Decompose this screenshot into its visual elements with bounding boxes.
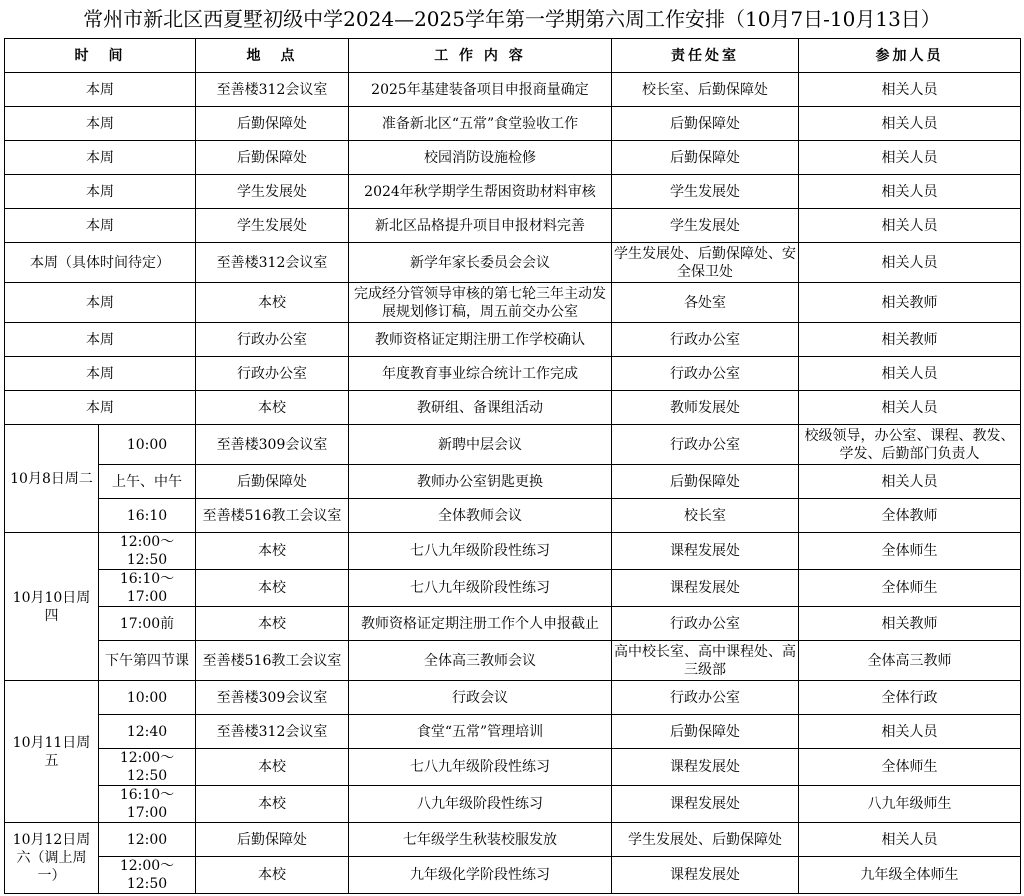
cell-content: 食堂“五常”管理培训 xyxy=(349,715,612,749)
cell-content: 七年级学生秋装校服发放 xyxy=(349,823,612,857)
page-title: 常州市新北区西夏墅初级中学2024—2025学年第一学期第六周工作安排（10月7日-10月13日） xyxy=(83,7,941,31)
cell-dept: 教师发展处 xyxy=(612,391,799,425)
cell-dept: 学生发展处、后勤保障处 xyxy=(612,823,799,857)
table-row xyxy=(5,857,1021,894)
cell-content: 新聘中层会议 xyxy=(349,425,612,465)
table-row xyxy=(5,570,1021,607)
cell-people: 全体高三教师 xyxy=(799,641,1021,681)
table-row xyxy=(5,425,1021,465)
table-row xyxy=(5,141,1021,175)
cell-content: 新学年家长委员会会议 xyxy=(349,243,612,283)
cell-place: 本校 xyxy=(196,391,349,425)
cell-dept: 校长室、后勤保障处 xyxy=(612,73,799,107)
cell-dept: 校长室 xyxy=(612,499,799,533)
table-row xyxy=(5,533,1021,570)
cell-content: 新北区品格提升项目申报材料完善 xyxy=(349,209,612,243)
cell-day: 10月10日周四 xyxy=(5,533,99,681)
cell-content: 年度教育事业综合统计工作完成 xyxy=(349,357,612,391)
table-row xyxy=(5,607,1021,641)
cell-time: 上午、中午 xyxy=(99,465,196,499)
cell-place: 本校 xyxy=(196,749,349,786)
cell-place: 本校 xyxy=(196,570,349,607)
cell-time: 本周 xyxy=(5,323,196,357)
table-row xyxy=(5,107,1021,141)
cell-people: 相关人员 xyxy=(799,209,1021,243)
cell-people: 九年级全体师生 xyxy=(799,857,1021,894)
cell-dept: 后勤保障处 xyxy=(612,141,799,175)
cell-dept: 后勤保障处 xyxy=(612,107,799,141)
cell-people: 相关人员 xyxy=(799,243,1021,283)
cell-time: 10:00 xyxy=(99,681,196,715)
cell-time: 本周 xyxy=(5,283,196,323)
header-time: 时 间 xyxy=(5,39,196,73)
table-row xyxy=(5,283,1021,323)
cell-day: 10月11日周五 xyxy=(5,681,99,823)
cell-people: 相关教师 xyxy=(799,607,1021,641)
cell-place: 至善楼312会议室 xyxy=(196,243,349,283)
table-row xyxy=(5,243,1021,283)
cell-place: 行政办公室 xyxy=(196,323,349,357)
cell-people: 相关人员 xyxy=(799,823,1021,857)
cell-content: 校园消防设施检修 xyxy=(349,141,612,175)
cell-time: 本周 xyxy=(5,391,196,425)
table-row xyxy=(5,681,1021,715)
table-row xyxy=(5,323,1021,357)
cell-place: 行政办公室 xyxy=(196,357,349,391)
cell-content: 七八九年级阶段性练习 xyxy=(349,749,612,786)
cell-dept: 课程发展处 xyxy=(612,570,799,607)
cell-people: 相关人员 xyxy=(799,73,1021,107)
cell-place: 后勤保障处 xyxy=(196,107,349,141)
cell-people: 全体教师 xyxy=(799,499,1021,533)
cell-dept: 行政办公室 xyxy=(612,607,799,641)
cell-people: 相关人员 xyxy=(799,175,1021,209)
cell-people: 校级领导，办公室、课程、教发、学发、后勤部门负责人 xyxy=(799,425,1021,465)
cell-content: 九年级化学阶段性练习 xyxy=(349,857,612,894)
cell-people: 相关人员 xyxy=(799,715,1021,749)
cell-people: 相关人员 xyxy=(799,357,1021,391)
cell-dept: 高中校长室、高中课程处、高三级部 xyxy=(612,641,799,681)
cell-place: 至善楼516教工会议室 xyxy=(196,499,349,533)
cell-place: 本校 xyxy=(196,857,349,894)
cell-content: 准备新北区“五常”食堂验收工作 xyxy=(349,107,612,141)
cell-place: 本校 xyxy=(196,786,349,823)
table-row xyxy=(5,749,1021,786)
table-row xyxy=(5,823,1021,857)
cell-content: 教研组、备课组活动 xyxy=(349,391,612,425)
cell-place: 至善楼312会议室 xyxy=(196,73,349,107)
cell-content: 教师资格证定期注册工作学校确认 xyxy=(349,323,612,357)
cell-time: 12:00～12:50 xyxy=(99,533,196,570)
cell-time: 本周（具体时间待定） xyxy=(5,243,196,283)
cell-time: 本周 xyxy=(5,209,196,243)
cell-time: 17:00前 xyxy=(99,607,196,641)
table-row xyxy=(5,715,1021,749)
cell-time: 本周 xyxy=(5,107,196,141)
cell-people: 相关人员 xyxy=(799,391,1021,425)
cell-content: 2025年基建装备项目申报商量确定 xyxy=(349,73,612,107)
cell-people: 相关人员 xyxy=(799,107,1021,141)
cell-place: 至善楼312会议室 xyxy=(196,715,349,749)
cell-dept: 后勤保障处 xyxy=(612,465,799,499)
cell-content: 行政会议 xyxy=(349,681,612,715)
cell-time: 本周 xyxy=(5,357,196,391)
cell-time: 12:00 xyxy=(99,823,196,857)
cell-dept: 行政办公室 xyxy=(612,357,799,391)
cell-time: 12:00～12:50 xyxy=(99,749,196,786)
cell-content: 全体教师会议 xyxy=(349,499,612,533)
table-row xyxy=(5,73,1021,107)
cell-dept: 课程发展处 xyxy=(612,533,799,570)
cell-place: 后勤保障处 xyxy=(196,141,349,175)
cell-content: 教师办公室钥匙更换 xyxy=(349,465,612,499)
cell-dept: 学生发展处 xyxy=(612,175,799,209)
cell-place: 学生发展处 xyxy=(196,175,349,209)
cell-dept: 行政办公室 xyxy=(612,681,799,715)
table-row xyxy=(5,209,1021,243)
table-row xyxy=(5,357,1021,391)
cell-people: 全体师生 xyxy=(799,533,1021,570)
cell-people: 相关教师 xyxy=(799,323,1021,357)
cell-people: 全体行政 xyxy=(799,681,1021,715)
cell-place: 学生发展处 xyxy=(196,209,349,243)
cell-time: 16:10 xyxy=(99,499,196,533)
cell-dept: 各处室 xyxy=(612,283,799,323)
table-row xyxy=(5,175,1021,209)
cell-time: 本周 xyxy=(5,175,196,209)
cell-people: 相关人员 xyxy=(799,465,1021,499)
cell-time: 12:00～12:50 xyxy=(99,857,196,894)
cell-time: 12:40 xyxy=(99,715,196,749)
cell-dept: 行政办公室 xyxy=(612,323,799,357)
header-place: 地 点 xyxy=(196,39,349,73)
cell-dept: 学生发展处 xyxy=(612,209,799,243)
table-row xyxy=(5,641,1021,681)
cell-dept: 学生发展处、后勤保障处、安全保卫处 xyxy=(612,243,799,283)
cell-people: 相关人员 xyxy=(799,141,1021,175)
cell-dept: 课程发展处 xyxy=(612,857,799,894)
header-people: 参加人员 xyxy=(799,39,1021,73)
cell-dept: 课程发展处 xyxy=(612,749,799,786)
cell-place: 后勤保障处 xyxy=(196,465,349,499)
cell-place: 至善楼516教工会议室 xyxy=(196,641,349,681)
cell-content: 2024年秋学期学生帮困资助材料审核 xyxy=(349,175,612,209)
cell-place: 本校 xyxy=(196,533,349,570)
cell-time: 下午第四节课 xyxy=(99,641,196,681)
cell-content: 七八九年级阶段性练习 xyxy=(349,570,612,607)
cell-people: 八九年级师生 xyxy=(799,786,1021,823)
cell-time: 本周 xyxy=(5,141,196,175)
cell-content: 教师资格证定期注册工作个人申报截止 xyxy=(349,607,612,641)
cell-dept: 课程发展处 xyxy=(612,786,799,823)
cell-day: 10月8日周二 xyxy=(5,425,99,533)
cell-place: 本校 xyxy=(196,283,349,323)
cell-people: 全体师生 xyxy=(799,749,1021,786)
cell-time: 本周 xyxy=(5,73,196,107)
table-row xyxy=(5,391,1021,425)
cell-people: 全体师生 xyxy=(799,570,1021,607)
schedule-table xyxy=(4,38,1021,894)
cell-place: 后勤保障处 xyxy=(196,823,349,857)
header-row xyxy=(5,39,1021,73)
table-row xyxy=(5,465,1021,499)
cell-content: 完成经分管领导审核的第七轮三年主动发展规划修订稿，周五前交办公室 xyxy=(349,283,612,323)
cell-content: 八九年级阶段性练习 xyxy=(349,786,612,823)
cell-dept: 后勤保障处 xyxy=(612,715,799,749)
header-dept: 责任处室 xyxy=(612,39,799,73)
cell-time: 16:10～17:00 xyxy=(99,570,196,607)
header-content: 工 作 内 容 xyxy=(349,39,612,73)
cell-time: 10:00 xyxy=(99,425,196,465)
cell-people: 相关教师 xyxy=(799,283,1021,323)
cell-dept: 行政办公室 xyxy=(612,425,799,465)
cell-place: 至善楼309会议室 xyxy=(196,681,349,715)
table-row xyxy=(5,786,1021,823)
cell-place: 至善楼309会议室 xyxy=(196,425,349,465)
cell-day: 10月12日周六（调上周一） xyxy=(5,823,99,894)
table-row xyxy=(5,499,1021,533)
cell-content: 七八九年级阶段性练习 xyxy=(349,533,612,570)
cell-time: 16:10～17:00 xyxy=(99,786,196,823)
cell-place: 本校 xyxy=(196,607,349,641)
cell-content: 全体高三教师会议 xyxy=(349,641,612,681)
